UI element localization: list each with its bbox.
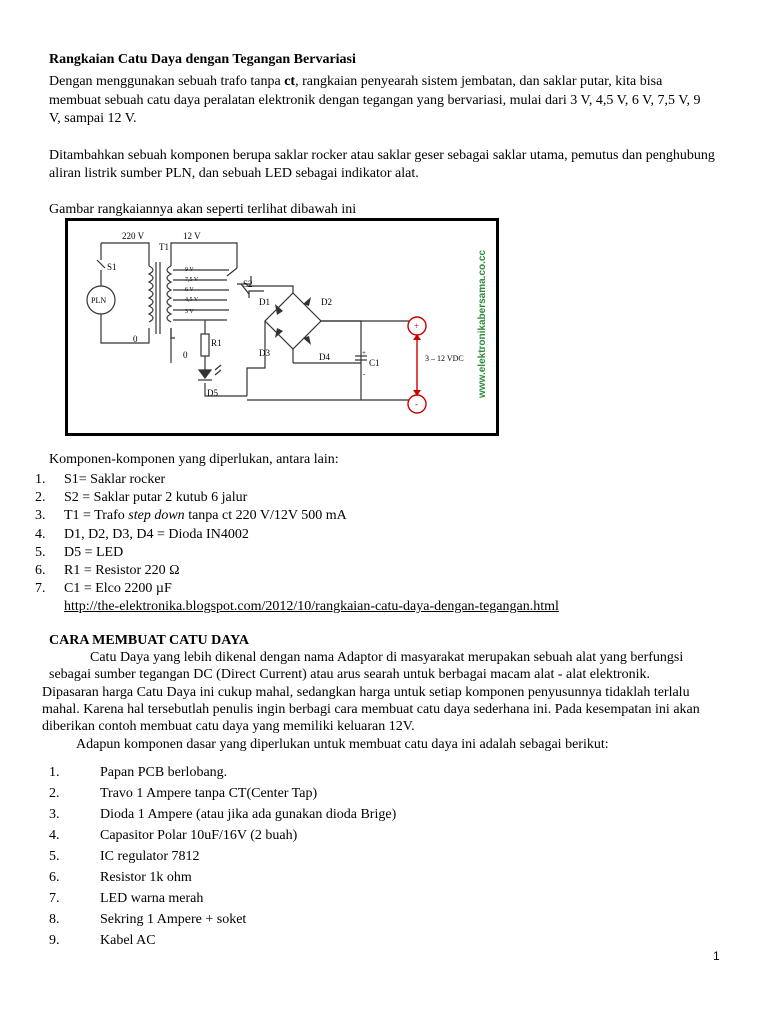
list-number: 1. (49, 765, 60, 780)
italic-term: step down (128, 508, 185, 523)
list-number: 8. (49, 912, 60, 927)
list-item: Kabel AC (100, 933, 156, 948)
label-cap-minus: - (363, 370, 366, 378)
label-d5: D5 (207, 388, 218, 398)
page-number: 1 (713, 949, 720, 963)
list-number: 7. (35, 581, 46, 596)
list-item: R1 = Resistor 220 Ω (64, 563, 180, 578)
paragraph-line: membuat sebuah catu daya peralatan elektronik dengan tegangan yang bervariasi, mulai dari 3 V, 4,5 V, 6 V, 7,5 V, 9 (49, 93, 701, 108)
label-zero-mid: 0 (183, 350, 188, 360)
label-output-voltage: 3 – 12 VDC (425, 354, 464, 363)
paragraph-line: Gambar rangkaiannya akan seperti terlihat dibawah ini (49, 202, 357, 217)
list-number: 5. (49, 849, 60, 864)
text-span: tanpa ct 220 V/12V 500 mA (184, 508, 347, 523)
bold-term: ct (284, 74, 296, 89)
label-output-minus: - (415, 399, 418, 409)
label-c1: C1 (369, 358, 380, 368)
label-tap-9v: 9 V (185, 267, 194, 273)
list-number: 6. (49, 870, 60, 885)
list-item: Capasitor Polar 10uF/16V (2 buah) (100, 828, 298, 843)
text-span: Dengan menggunakan sebuah trafo tanpa (49, 74, 285, 89)
label-d4: D4 (319, 352, 330, 362)
list-item: C1 = Elco 2200 µF (64, 581, 172, 596)
paragraph-line (49, 73, 662, 91)
text-span: , rangkaian penyearah sistem jembatan, dan saklar putar, kita bisa (295, 74, 663, 89)
list-item: IC regulator 7812 (100, 849, 200, 864)
list-number: 1. (35, 472, 46, 487)
list-number: 7. (49, 891, 60, 906)
paragraph-line: diberikan contoh membuat catu daya yang memiliki keluaran 12V. (42, 719, 415, 734)
section-title: Rangkaian Catu Daya dengan Tegangan Bervariasi (49, 52, 356, 67)
list-number: 3. (49, 807, 60, 822)
list-number: 3. (35, 508, 46, 523)
section-title: CARA MEMBUAT CATU DAYA (49, 633, 250, 648)
label-12v: 12 V (183, 231, 201, 241)
list-number: 5. (35, 545, 46, 560)
label-cap-plus: + (362, 349, 366, 357)
label-s1: S1 (107, 262, 117, 272)
figure-frame (67, 220, 498, 435)
source-link[interactable]: http://the-elektronika.blogspot.com/2012/10/rangkaian-catu-daya-dengan-tegangan.html (64, 599, 559, 614)
label-tap-75v: 7,5 V (185, 277, 199, 283)
list-item: D5 = LED (64, 545, 124, 560)
list-number: 6. (35, 563, 46, 578)
label-tap-45v: 4,5 V (185, 297, 199, 303)
label-t1: T1 (159, 242, 169, 252)
list-item: S1= Saklar rocker (64, 472, 166, 487)
label-pln: PLN (91, 296, 107, 305)
label-r1: R1 (211, 338, 222, 348)
list-item: Sekring 1 Ampere + soket (100, 912, 247, 927)
list-item: LED warna merah (100, 891, 204, 906)
list-number: 4. (49, 828, 60, 843)
label-d3: D3 (259, 348, 270, 358)
label-zero-left: 0 (133, 334, 138, 344)
label-s2: S2 (243, 279, 253, 289)
list-number: 2. (49, 786, 60, 801)
list-item (64, 507, 347, 525)
list-number: 2. (35, 490, 46, 505)
list-item: Travo 1 Ampere tanpa CT(Center Tap) (100, 786, 318, 801)
list-item: D1, D2, D3, D4 = Dioda IN4002 (64, 527, 249, 542)
list-item: Papan PCB berlobang. (100, 765, 228, 780)
label-output-plus: + (414, 321, 420, 331)
paragraph-line: V, sampai 12 V. (49, 111, 137, 126)
list-item: Resistor 1k ohm (100, 870, 192, 885)
label-d2: D2 (321, 297, 332, 307)
label-tap-3v: 3 V (185, 309, 194, 315)
label-tap-6v: 6 V (185, 287, 194, 293)
paragraph-line: Ditambahkan sebuah komponen berupa saklar rocker atau saklar geser sebagai saklar utama, pemutus dan penghubung (49, 148, 715, 163)
paragraph-line: aliran listrik sumber PLN, dan sebuah LED sebagai indikator alat. (49, 166, 419, 181)
list-number: 9. (49, 933, 60, 948)
paragraph-line: sebagai sumber tegangan DC (Direct Current) atau arus searah untuk berbagai macam alat - alat elektronik. (49, 667, 650, 682)
components-intro: Komponen-komponen yang diperlukan, antara lain: (49, 452, 339, 467)
paragraph-line: Adapun komponen dasar yang diperlukan untuk membuat catu daya ini adalah sebagai berikut: (76, 737, 609, 752)
paragraph-line: Catu Daya yang lebih dikenal dengan nama Adaptor di masyarakat merupakan sebuah alat yang berfungsi (90, 650, 684, 665)
list-item: Dioda 1 Ampere (atau jika ada gunakan dioda Brige) (100, 807, 397, 822)
list-number: 4. (35, 527, 46, 542)
paragraph-line: Dipasaran harga Catu Daya ini cukup mahal, sedangkan harga untuk setiap komponen penyusunnya tidaklah terlalu (42, 685, 690, 700)
list-item: S2 = Saklar putar 2 kutub 6 jalur (64, 490, 248, 505)
label-220v: 220 V (122, 231, 145, 241)
paragraph-line: mahal. Karena hal tersebutlah penulis ingin berbagi cara membuat catu daya sederhana ini. Pada kesempatan ini akan (42, 702, 700, 717)
text-span: T1 = Trafo (64, 508, 129, 523)
circuit-schematic (65, 218, 499, 436)
watermark-url: www.elektronikabersama.co.cc (477, 249, 488, 398)
label-d1: D1 (259, 297, 270, 307)
